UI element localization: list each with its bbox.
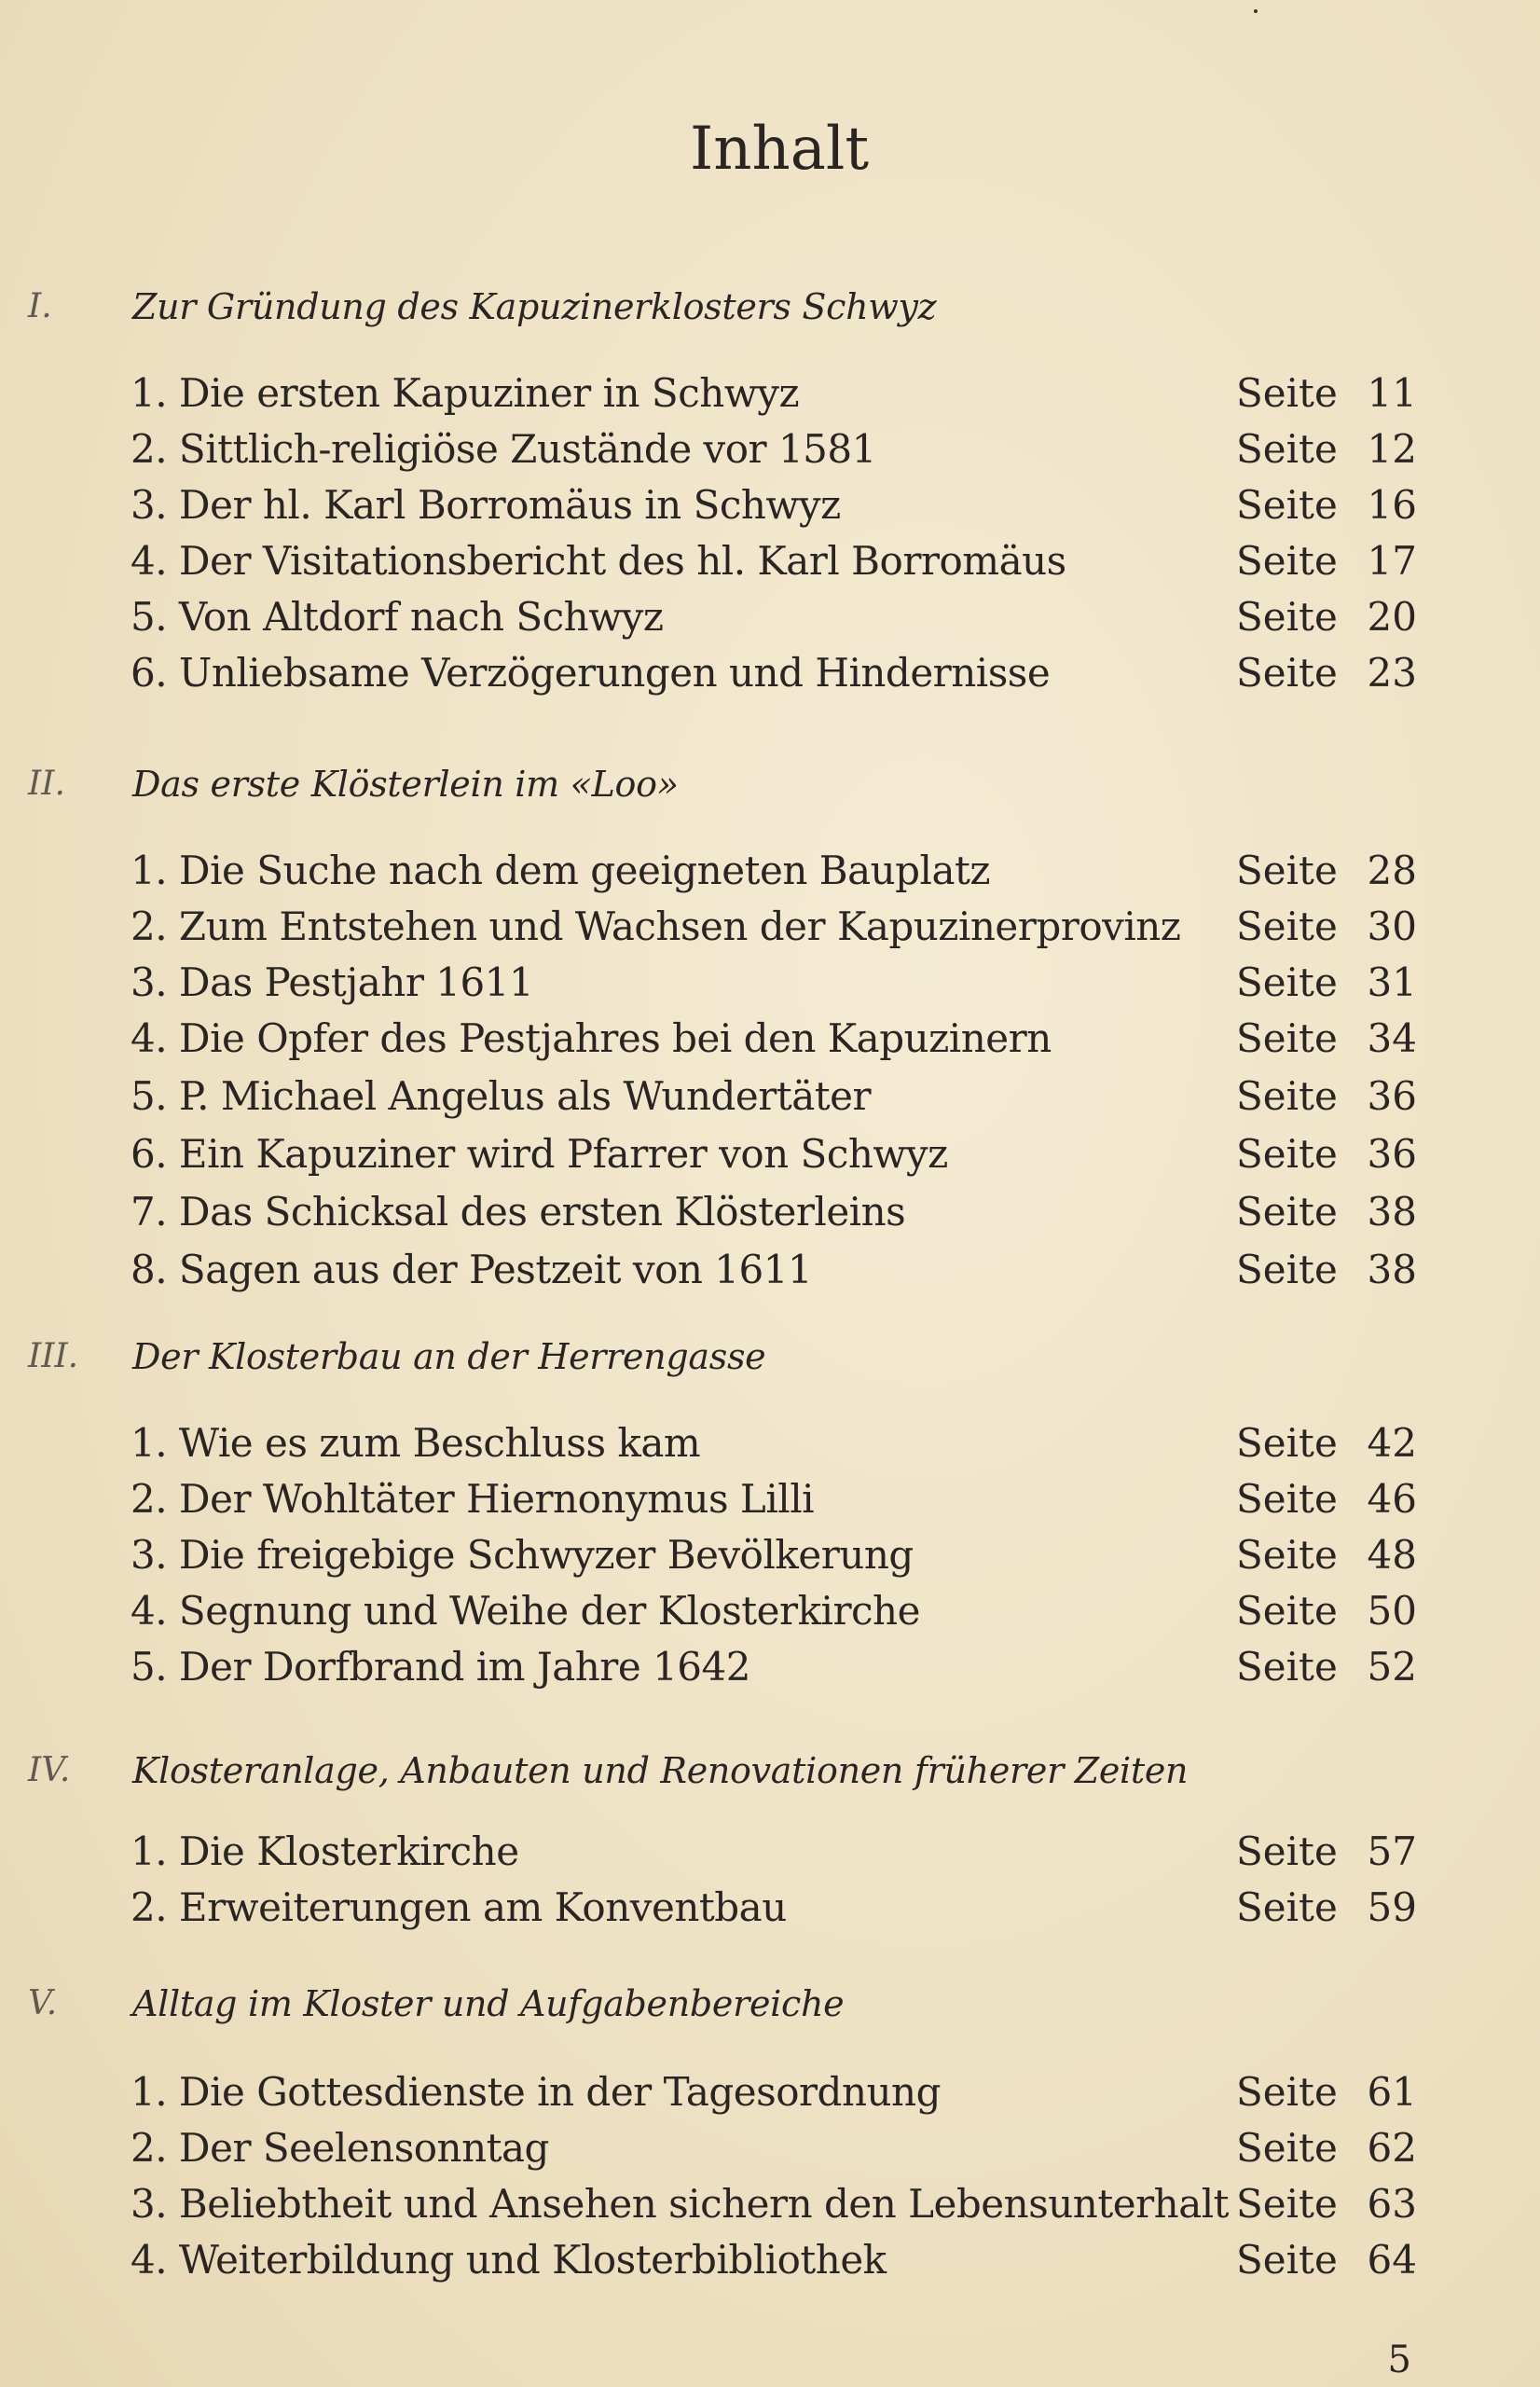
entry-page-number: 31 <box>1367 959 1417 1005</box>
entry-page-number: 63 <box>1367 2181 1417 2227</box>
entry-seite-label: Seite <box>1236 1189 1338 1235</box>
toc-entry <box>0 1880 1540 1936</box>
entry-page-number: 46 <box>1367 1476 1417 1522</box>
entry-seite-label: Seite <box>1236 1532 1338 1578</box>
section-numeral: V. <box>28 1984 58 2022</box>
section-heading <box>0 1744 1540 1798</box>
entry-seite-label: Seite <box>1236 2237 1338 2283</box>
entry-seite-label: Seite <box>1236 1015 1338 1061</box>
entry-seite-label: Seite <box>1236 848 1338 893</box>
toc-entry <box>0 2120 1540 2176</box>
entry-title: 2. Der Wohltäter Hiernonymus Lilli <box>131 1476 815 1522</box>
toc-entry <box>0 1126 1540 1182</box>
entry-title: 3. Beliebtheit und Ansehen sichern den Lebensunterhalt <box>131 2181 1230 2227</box>
entry-seite-label: Seite <box>1236 1073 1338 1119</box>
entry-page-number: 28 <box>1367 848 1417 893</box>
entry-title: 1. Die Suche nach dem geeigneten Bauplatz <box>131 848 991 893</box>
toc-entry <box>0 843 1540 899</box>
toc-entry <box>0 1415 1540 1471</box>
entry-title: 2. Erweiterungen am Konventbau <box>131 1884 787 1930</box>
entry-page-number: 11 <box>1367 370 1417 416</box>
section-numeral: II. <box>28 765 65 803</box>
entry-seite-label: Seite <box>1236 2125 1338 2171</box>
toc-entry <box>0 1527 1540 1583</box>
toc-entry <box>0 1824 1540 1880</box>
entry-seite-label: Seite <box>1236 1247 1338 1292</box>
entry-title: 6. Unliebsame Verzögerungen und Hindernisse <box>131 650 1051 696</box>
entry-seite-label: Seite <box>1236 370 1338 416</box>
entry-page-number: 52 <box>1367 1644 1417 1690</box>
entry-page-number: 59 <box>1367 1884 1417 1930</box>
entry-page-number: 20 <box>1367 594 1417 640</box>
entry-seite-label: Seite <box>1236 426 1338 472</box>
section-title: Klosteranlage, Anbauten und Renovationen früherer Zeiten <box>132 1750 1189 1791</box>
entry-page-number: 36 <box>1367 1073 1417 1119</box>
entry-seite-label: Seite <box>1236 1476 1338 1522</box>
entry-title: 6. Ein Kapuziner wird Pfarrer von Schwyz <box>131 1131 948 1177</box>
entry-seite-label: Seite <box>1236 959 1338 1005</box>
entry-title: 4. Weiterbildung und Klosterbibliothek <box>131 2237 887 2283</box>
entry-page-number: 57 <box>1367 1828 1417 1874</box>
entry-title: 1. Die Klosterkirche <box>131 1828 519 1874</box>
entry-page-number: 64 <box>1367 2237 1417 2283</box>
entry-seite-label: Seite <box>1236 650 1338 696</box>
entry-seite-label: Seite <box>1236 904 1338 949</box>
entry-title: 1. Die Gottesdienste in der Tagesordnung <box>131 2069 941 2115</box>
toc-entry <box>0 2064 1540 2120</box>
entry-seite-label: Seite <box>1236 482 1338 528</box>
entry-seite-label: Seite <box>1236 1884 1338 1930</box>
toc-entry <box>0 645 1540 701</box>
entry-title: 5. Von Altdorf nach Schwyz <box>131 594 664 640</box>
page-number: 5 <box>1387 2339 1411 2381</box>
ink-speck <box>1254 9 1258 13</box>
entry-title: 1. Wie es zum Beschluss kam <box>131 1420 701 1466</box>
toc-entry <box>0 477 1540 533</box>
entry-title: 8. Sagen aus der Pestzeit von 1611 <box>131 1247 813 1292</box>
section-title: Zur Gründung des Kapuzinerklosters Schwyz <box>132 286 937 327</box>
entry-title: 2. Sittlich-religiöse Zustände vor 1581 <box>131 426 876 472</box>
entry-page-number: 30 <box>1367 904 1417 949</box>
entry-seite-label: Seite <box>1236 538 1338 584</box>
entry-title: 4. Die Opfer des Pestjahres bei den Kapuzinern <box>131 1015 1052 1061</box>
entry-title: 4. Der Visitationsbericht des hl. Karl Borromäus <box>131 538 1066 584</box>
section-heading <box>0 1330 1540 1384</box>
entry-page-number: 36 <box>1367 1131 1417 1177</box>
section-title: Das erste Klösterlein im «Loo» <box>132 764 679 805</box>
entry-page-number: 61 <box>1367 2069 1417 2115</box>
toc-entry <box>0 533 1540 589</box>
section-title: Alltag im Kloster und Aufgabenbereiche <box>132 1983 845 2024</box>
entry-page-number: 12 <box>1367 426 1417 472</box>
toc-entry <box>0 1639 1540 1695</box>
entry-page-number: 34 <box>1367 1015 1417 1061</box>
entry-title: 5. P. Michael Angelus als Wundertäter <box>131 1073 872 1119</box>
entry-title: 3. Der hl. Karl Borromäus in Schwyz <box>131 482 841 528</box>
entry-seite-label: Seite <box>1236 2069 1338 2115</box>
toc-entry <box>0 1242 1540 1298</box>
section-numeral: III. <box>28 1337 79 1375</box>
entry-seite-label: Seite <box>1236 2181 1338 2227</box>
entry-page-number: 38 <box>1367 1189 1417 1235</box>
toc-entry <box>0 1583 1540 1639</box>
entry-seite-label: Seite <box>1236 1644 1338 1690</box>
toc-entry <box>0 2176 1540 2232</box>
entry-title: 7. Das Schicksal des ersten Klösterleins <box>131 1189 906 1235</box>
entry-seite-label: Seite <box>1236 594 1338 640</box>
toc-entry <box>0 1184 1540 1240</box>
toc-entry <box>0 366 1540 421</box>
section-numeral: IV. <box>28 1751 71 1789</box>
entry-page-number: 62 <box>1367 2125 1417 2171</box>
entry-page-number: 16 <box>1367 482 1417 528</box>
toc-entry <box>0 899 1540 955</box>
entry-seite-label: Seite <box>1236 1828 1338 1874</box>
entry-page-number: 17 <box>1367 538 1417 584</box>
entry-page-number: 48 <box>1367 1532 1417 1578</box>
entry-title: 4. Segnung und Weihe der Klosterkirche <box>131 1588 920 1634</box>
section-title: Der Klosterbau an der Herrengasse <box>132 1336 766 1377</box>
toc-entry <box>0 1011 1540 1067</box>
entry-page-number: 42 <box>1367 1420 1417 1466</box>
toc-entry <box>0 1471 1540 1527</box>
toc-entry <box>0 421 1540 477</box>
toc-entry <box>0 589 1540 645</box>
section-numeral: I. <box>28 287 52 325</box>
page-title: Inhalt <box>689 115 870 184</box>
toc-entry <box>0 1069 1540 1125</box>
section-heading <box>0 280 1540 334</box>
entry-title: 5. Der Dorfbrand im Jahre 1642 <box>131 1644 750 1690</box>
entry-seite-label: Seite <box>1236 1420 1338 1466</box>
toc-entry <box>0 955 1540 1011</box>
entry-title: 1. Die ersten Kapuziner in Schwyz <box>131 370 800 416</box>
entry-title: 2. Zum Entstehen und Wachsen der Kapuzinerprovinz <box>131 904 1181 949</box>
entry-page-number: 38 <box>1367 1247 1417 1292</box>
entry-seite-label: Seite <box>1236 1588 1338 1634</box>
entry-seite-label: Seite <box>1236 1131 1338 1177</box>
section-heading <box>0 757 1540 811</box>
entry-page-number: 50 <box>1367 1588 1417 1634</box>
entry-title: 2. Der Seelensonntag <box>131 2125 549 2171</box>
section-heading <box>0 1977 1540 2031</box>
entry-title: 3. Das Pestjahr 1611 <box>131 959 534 1005</box>
toc-entry <box>0 2232 1540 2288</box>
entry-title: 3. Die freigebige Schwyzer Bevölkerung <box>131 1532 914 1578</box>
entry-page-number: 23 <box>1367 650 1417 696</box>
